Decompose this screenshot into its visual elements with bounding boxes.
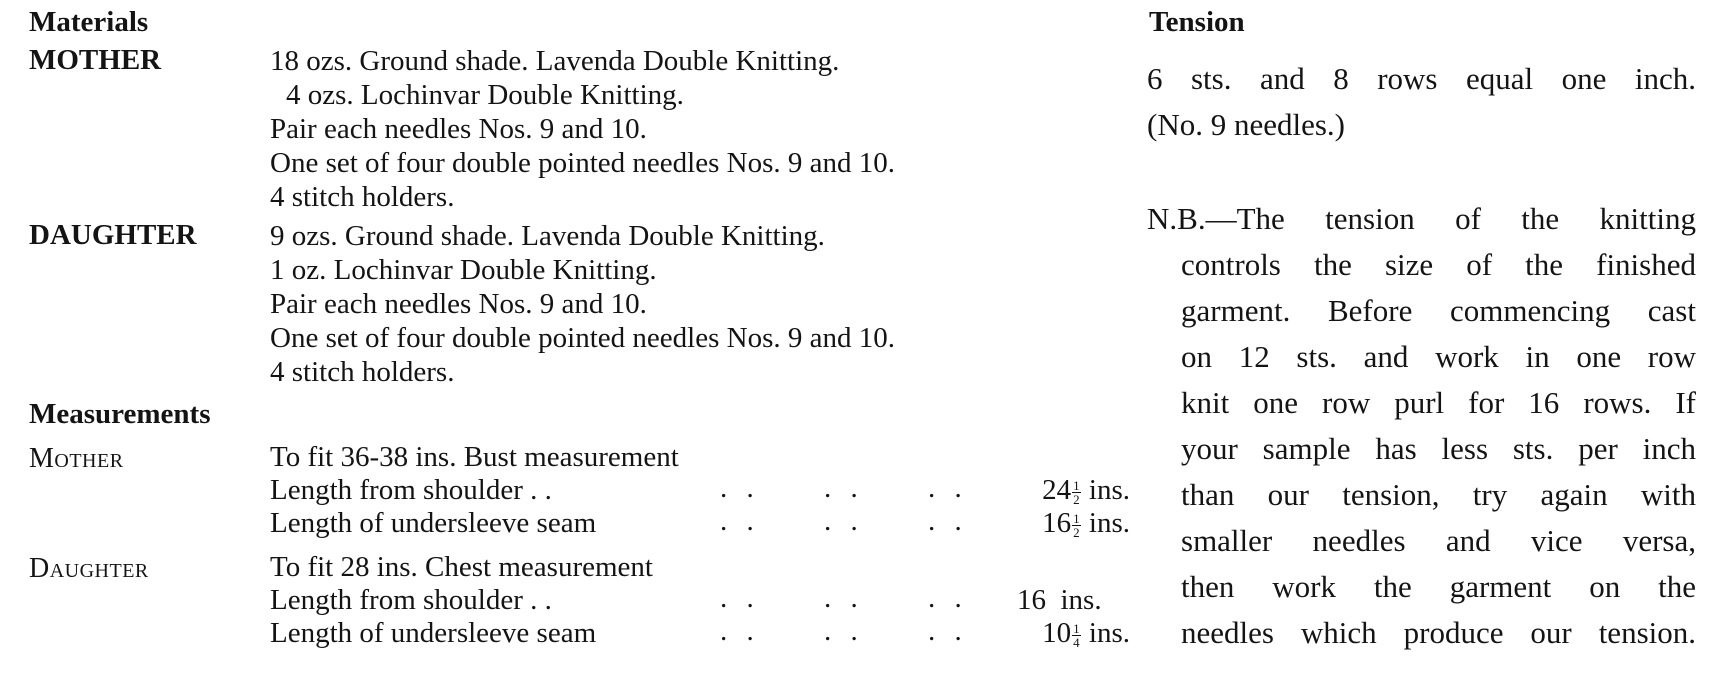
leader-dots: . . [928,505,968,537]
materials-line: One set of four double pointed needles Nos. 9 and 10. [270,322,895,354]
daughter-materials-label: DAUGHTER [29,219,197,251]
note-line: than our tension, try again with [1181,477,1696,512]
note-line: needles which produce our tension. [1181,615,1696,650]
mother-measurements-label: Mother [29,443,124,474]
materials-line: 9 ozs. Ground shade. Lavenda Double Knitting. [270,220,825,252]
daughter-measurements-label: Daughter [29,553,149,584]
leader-dots: . . [928,472,968,504]
materials-line: Pair each needles Nos. 9 and 10. [270,113,647,145]
leader-dots: . . [928,582,968,614]
materials-line: One set of four double pointed needles Nos. 9 and 10. [270,147,895,179]
fraction: $\frac{1}{2}$ [1073,510,1080,540]
mother-row-label: Length of undersleeve seam [270,507,597,539]
daughter-row-label: Length of undersleeve seam [270,617,597,649]
leader-dots: . . [824,472,864,504]
leader-dots: . . [720,582,760,614]
leader-dots: . . [720,472,760,504]
note-line: on 12 sts. and work in one row [1181,339,1696,374]
mother-fit-line: To fit 36-38 ins. Bust measurement [270,441,679,473]
tension-line: 6 sts. and 8 rows equal one inch. [1147,61,1696,96]
daughter-row-label: Length from shoulder . . [270,584,552,616]
leader-dots: . . [824,615,864,647]
fraction: $\frac{1}{2}$ [1073,477,1080,507]
note-line: smaller needles and vice versa, [1181,523,1696,558]
mother-sleeve-value: 16 $\frac{1}{2}$ ins. [1042,507,1130,540]
fraction: $\frac{1}{4}$ [1073,620,1080,650]
tension-needles-line: (No. 9 needles.) [1147,107,1345,142]
materials-line: 1 oz. Lochinvar Double Knitting. [270,254,657,286]
mother-materials-label: MOTHER [29,44,162,76]
daughter-length-value: 16 ins. [1017,584,1102,616]
leader-dots: . . [824,582,864,614]
note-line: N.B.—The tension of the knitting [1147,201,1696,236]
leader-dots: . . [720,505,760,537]
materials-heading: Materials [29,6,149,38]
leader-dots: . . [720,615,760,647]
daughter-fit-line: To fit 28 ins. Chest measurement [270,551,653,583]
note-line: garment. Before commencing cast [1181,293,1696,328]
mother-materials-list [270,44,895,214]
note-line: knit one row purl for 16 rows. If [1181,385,1696,420]
materials-line: 4 stitch holders. [270,181,455,213]
leader-dots: . . [824,505,864,537]
materials-line: Pair each needles Nos. 9 and 10. [270,288,647,320]
mother-length-value: 24 $\frac{1}{2}$ ins. [1042,474,1130,507]
materials-line: 4 stitch holders. [270,356,455,388]
tension-heading: Tension [1149,6,1245,38]
daughter-sleeve-value: 10 $\frac{1}{4}$ ins. [1042,617,1130,650]
mother-row-label: Length from shoulder . . [270,474,552,506]
note-line: your sample has less sts. per inch [1181,431,1696,466]
note-line: controls the size of the finished [1181,247,1696,282]
measurements-heading: Measurements [29,398,211,430]
materials-line: 18 ozs. Ground shade. Lavenda Double Knitting. [270,45,840,77]
daughter-materials-list [270,219,895,389]
note-line: then work the garment on the [1181,569,1696,604]
leader-dots: . . [928,615,968,647]
materials-line: 4 ozs. Lochinvar Double Knitting. [286,79,684,111]
